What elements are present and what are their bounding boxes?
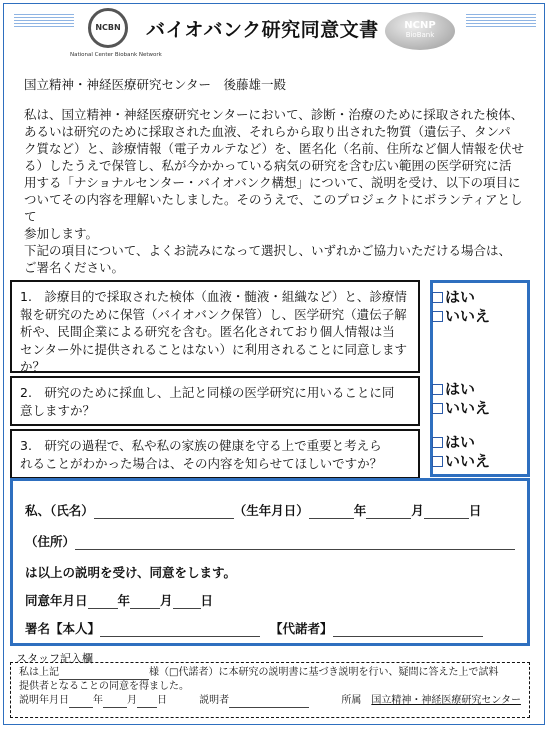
address-row: （住所）: [25, 532, 515, 550]
body-line: 参加します。: [24, 226, 99, 241]
body-line: 私は、国立精神・神経医療研究センターにおいて、診断・治療のために採取された検体、: [24, 107, 524, 122]
affiliation-value: 国立精神・神経医療研究センター: [371, 695, 521, 706]
consent-item-1: [10, 280, 530, 376]
staff-line-2: 提供者となることの同意を得ました。: [19, 681, 189, 692]
dob-day-field[interactable]: [424, 504, 469, 519]
staff-section-label: スタッフ記入欄: [16, 652, 93, 665]
item3-yes-option[interactable]: はい: [432, 433, 520, 452]
checkbox-icon[interactable]: [432, 292, 443, 303]
body-line: あるいは研究のために採取された血液、それらから取り出された物質（遺伝子、タンパ: [24, 124, 511, 139]
consent-statement: は以上の説明を受け、同意をします。: [25, 565, 237, 580]
name-dob-row: 私、（氏名） （生年月日） 年 月 日: [25, 503, 482, 518]
consent-items: [10, 280, 530, 482]
checkbox-icon[interactable]: [432, 437, 443, 448]
item-question: 1. 診療目的で採取された検体（血液・髄液・組織など）と、診療情 報を研究のために保管（バイオバンク保管）し、医学研究（遺伝子解 析や、民間企業による研究を含む。匿名化されており個人情報は当 センター外に提供されることはない）に利用されることに同意します か？: [10, 280, 420, 373]
ncbn-logo: NCBN: [88, 8, 128, 48]
self-signature-field[interactable]: [100, 622, 260, 637]
ncnp-biobank-logo: NCNP BioBank: [385, 12, 455, 50]
explain-year-field[interactable]: [69, 696, 93, 708]
body-line: ク質など）と、診療情報（電子カルテなど）を、匿名化（名前、住所など個人情報を伏せ: [24, 141, 525, 156]
item1-no-option[interactable]: いいえ: [432, 307, 520, 326]
signature-section: [10, 478, 530, 646]
checkbox-icon[interactable]: [432, 311, 443, 322]
consent-body-text: [24, 106, 530, 276]
document-title: バイオバンク研究同意文書: [146, 19, 379, 41]
staff-line-3: 説明年月日 年 月 日 説明者 所属 国立精神・神経医療研究センター: [19, 695, 521, 706]
item2-no-option[interactable]: いいえ: [432, 399, 520, 418]
explainer-field[interactable]: [229, 696, 309, 708]
header-stripes-left: [14, 14, 74, 28]
ncbn-logo-subtitle: National Center Biobank Network: [70, 52, 162, 58]
item1-yes-option[interactable]: はい: [432, 288, 520, 307]
address-field[interactable]: [75, 535, 515, 550]
consent-date-row: 同意年月日 年 月 日: [25, 593, 214, 608]
explain-day-field[interactable]: [137, 696, 157, 708]
consent-item-2: [10, 376, 530, 429]
body-line: 用する「ナショナルセンター・バイオバンク構想」について、説明を受け、以下の項目に: [24, 175, 521, 190]
addressee: 国立精神・神経医療研究センター 後藤雄一殿: [24, 77, 287, 92]
checkbox-icon[interactable]: [432, 456, 443, 467]
dob-month-field[interactable]: [366, 504, 411, 519]
donor-name-field[interactable]: [59, 668, 149, 680]
header-stripes-right: [466, 14, 536, 28]
body-line: る）したうえで保管し、私が今かかっている病気の研究を含む広い範囲の医学研究に活: [24, 158, 512, 173]
item-question: 2. 研究のために採血し、上記と同様の医学研究に用いることに同 意しますか？: [10, 376, 420, 426]
consent-year-field[interactable]: [88, 594, 118, 609]
checkbox-icon[interactable]: [432, 384, 443, 395]
body-line: 下記の項目について、よくお読みになって選択し、いずれかご協力いただける場合は、: [24, 243, 512, 258]
body-line: ご署名ください。: [24, 260, 125, 275]
item-question: 3. 研究の過程で、私や私の家族の健康を守る上で重要と考えら れることがわかった場合は、その内容を知らせてほしいですか？: [10, 429, 420, 479]
staff-section: [10, 662, 530, 718]
proxy-signature-field[interactable]: [333, 622, 483, 637]
item3-no-option[interactable]: いいえ: [432, 452, 520, 471]
item2-yes-option[interactable]: はい: [432, 380, 520, 399]
explain-month-field[interactable]: [103, 696, 127, 708]
body-line: ついてその内容を理解いたしました。そのうえで、このプロジェクトにボランティアとして: [24, 192, 523, 224]
consent-item-3: [10, 429, 530, 482]
name-field[interactable]: [94, 504, 234, 519]
consent-month-field[interactable]: [130, 594, 160, 609]
dob-year-field[interactable]: [309, 504, 354, 519]
consent-day-field[interactable]: [173, 594, 201, 609]
signature-row: 署名【本人】 【代諾者】: [25, 619, 483, 637]
checkbox-icon[interactable]: [432, 403, 443, 414]
staff-line-1: 私は上記 様（□代諾者）に本研究の説明書に基づき説明を行い、疑問に答えた上で試料: [19, 667, 499, 678]
